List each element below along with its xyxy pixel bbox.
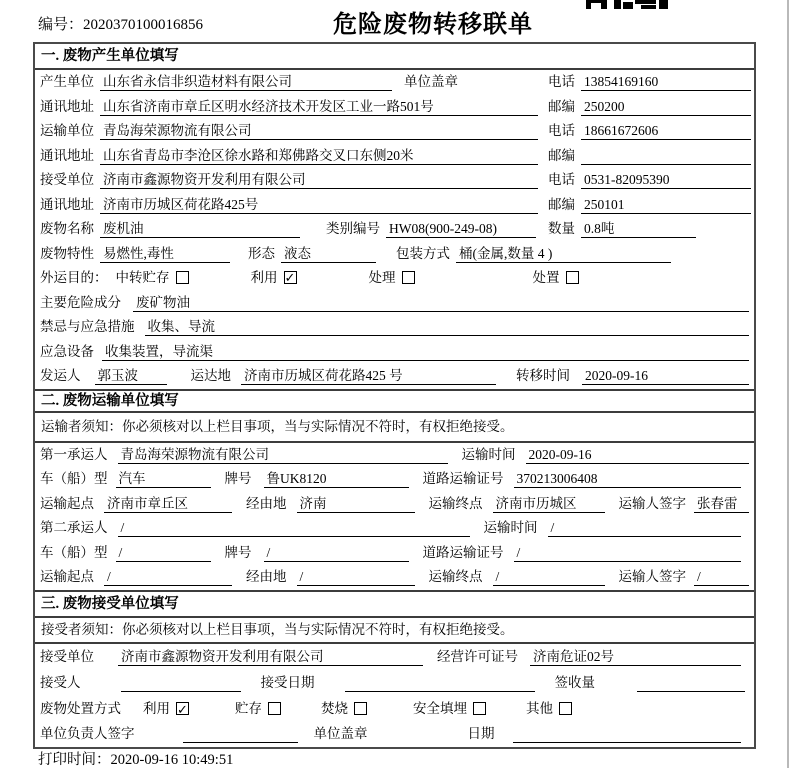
phone1-value: 13854169160 (581, 73, 751, 91)
category-label: 类别编号 (326, 221, 380, 236)
waste-name-label: 废物名称 (40, 221, 94, 236)
vtype2-value: / (116, 544, 211, 562)
time1-value: 2020-09-16 (526, 446, 750, 464)
sign1-value: 张春雷 (694, 495, 749, 513)
page-title: 危险废物转移联单 (333, 12, 533, 38)
producer-value: 山东省永信非织造材料有限公司 (100, 73, 392, 91)
option-treatment (369, 269, 415, 286)
signed-qty-label: 签收量 (554, 674, 595, 690)
responsible-sign-value (183, 725, 298, 743)
row-waste-name (35, 217, 754, 242)
row-waste-trait (35, 242, 754, 267)
transfer-time-label: 转移时间 (516, 368, 570, 383)
hazard-label: 主要危险成分 (40, 294, 121, 310)
addr1-label: 通讯地址 (40, 98, 94, 114)
option-d-reuse-label: 利用 (143, 700, 170, 716)
dest2-label: 运输终点 (428, 569, 483, 585)
time2-label: 运输时间 (483, 520, 538, 536)
addr3-label: 通讯地址 (40, 196, 94, 212)
accept-unit-label: 接受单位 (40, 649, 94, 665)
plate2-value: / (264, 544, 409, 562)
option-d-incinerate-label: 焚烧 (321, 700, 348, 716)
zip2-label: 邮编 (548, 147, 575, 163)
checkbox-treatment (402, 271, 415, 284)
print-time (38, 748, 233, 769)
plate1-value: 鲁UK8120 (264, 470, 409, 488)
sign2-label: 运输人签字 (618, 569, 686, 585)
zip3-value: 250101 (581, 196, 751, 214)
sign-date-label: 日期 (467, 726, 495, 742)
acceptor-value (121, 674, 241, 692)
destination-value: 济南市历城区荷花路425 号 (241, 367, 496, 385)
carrier1-label: 第一承运人 (40, 446, 108, 462)
section1-title: 一. 废物产生单位填写 (35, 44, 754, 70)
row-receive-unit-s3 (35, 644, 754, 670)
equipment-value: 收集装置，导流渠 (102, 343, 749, 361)
option-d-other-label: 其他 (526, 700, 553, 716)
transfer-time-value: 2020-09-16 (582, 367, 749, 385)
row-taboo-measures (35, 315, 754, 340)
row-route1 (35, 492, 754, 517)
option-treatment-label: 处理 (368, 270, 396, 285)
option-d-landfill-label: 安全填埋 (413, 700, 467, 716)
dest1-label: 运输终点 (428, 495, 483, 511)
checkbox-reuse (284, 271, 297, 284)
phone2-value: 18661672606 (581, 122, 751, 140)
section3-title: 三. 废物接受单位填写 (35, 590, 754, 618)
disposal-method-label: 废物处置方式 (40, 700, 121, 716)
serial-value: 2020370100016856 (83, 17, 204, 33)
zip2-value (581, 147, 751, 165)
option-d-storage (235, 700, 281, 717)
receiver-notice-label: 接受者须知： (41, 622, 122, 638)
carrier1-value: 青岛海荣源物流有限公司 (118, 446, 448, 464)
responsible-sign-label: 单位负责人签字 (40, 726, 135, 742)
phone3-label: 电话 (548, 172, 575, 187)
dest2-value: / (493, 568, 605, 586)
carrier-label: 运输单位 (40, 123, 94, 138)
row-responsible-sign (35, 721, 754, 747)
origin1-value: 济南市章丘区 (104, 495, 232, 513)
accept-date-label: 接受日期 (260, 674, 315, 690)
option-d-storage-label: 贮存 (235, 700, 262, 716)
option-disposal-label: 处置 (532, 270, 560, 285)
section2-title: 二. 废物运输单位填写 (35, 389, 754, 413)
serial-label: 编号： (38, 17, 84, 33)
row-producer (35, 70, 754, 95)
permit2-value: / (514, 544, 742, 562)
carrier2-label: 第二承运人 (40, 520, 108, 536)
option-d-reuse (143, 700, 189, 717)
page-edge-line (787, 0, 789, 768)
producer-label: 产生单位 (40, 74, 94, 89)
receiver-notice-text: 你必须核对以上栏目事项，当与实际情况不符时，有权拒绝接受。 (122, 622, 514, 638)
sign-date-value (513, 725, 742, 743)
phone1-label: 电话 (548, 74, 575, 89)
hazard-value: 废矿物油 (133, 294, 749, 312)
row-receive-unit (35, 168, 754, 193)
option-disposal (533, 269, 579, 286)
sign1-label: 运输人签字 (618, 495, 686, 511)
time1-label: 运输时间 (461, 446, 516, 462)
option-transfer-storage (116, 269, 189, 286)
quantity-value: 0.8吨 (581, 220, 696, 238)
form-value: 液态 (281, 245, 376, 263)
permit1-label: 道路运输证号 (422, 471, 504, 487)
print-time-label: 打印时间： (38, 752, 111, 768)
zip1-value: 250200 (581, 98, 751, 116)
purpose-label: 外运目的： (40, 270, 108, 285)
accept-date-value (345, 674, 535, 692)
acceptor-label: 接受人 (40, 674, 81, 690)
zip1-label: 邮编 (548, 98, 575, 114)
trait-value: 易燃性,毒性 (100, 245, 230, 263)
row-transport-purpose (35, 266, 754, 291)
row-vehicle1 (35, 467, 754, 492)
via2-label: 经由地 (246, 569, 287, 585)
addr3-value: 济南市历城区荷花路425号 (100, 196, 538, 214)
destination-label: 运达地 (190, 368, 231, 383)
time2-value: / (548, 519, 742, 537)
phone3-value: 0531-82095390 (581, 171, 751, 189)
origin1-label: 运输起点 (40, 495, 94, 511)
row-emergency-equipment (35, 340, 754, 365)
receiver-label: 接受单位 (40, 172, 94, 187)
checkbox-disposal (566, 271, 579, 284)
consignor-label: 发运人 (40, 368, 81, 383)
checkbox-transfer-storage (176, 271, 189, 284)
row-acceptor (35, 670, 754, 696)
option-d-landfill (413, 700, 486, 717)
quantity-label: 数量 (548, 221, 575, 236)
row-disposal-method (35, 696, 754, 722)
waste-name-value: 废机油 (100, 220, 300, 238)
option-reuse-label: 利用 (250, 270, 278, 285)
row-vehicle2 (35, 541, 754, 566)
via2-value: / (297, 568, 415, 586)
packing-value: 桶(金属,数量 4 ) (456, 245, 671, 263)
vtype1-label: 车（船）型 (40, 471, 108, 487)
via1-label: 经由地 (246, 495, 287, 511)
row-transport-unit (35, 119, 754, 144)
option-d-incinerate (321, 700, 367, 717)
row-transporter-notice (35, 413, 754, 443)
vtype1-value: 汽车 (116, 470, 211, 488)
option-transfer-storage-label: 中转贮存 (115, 270, 170, 285)
equipment-label: 应急设备 (40, 343, 94, 359)
checkbox-d-incinerate (354, 702, 367, 715)
row-receive-address (35, 193, 754, 218)
category-value: HW08(900-249-08) (386, 220, 536, 238)
transporter-notice-label: 运输者须知： (41, 418, 122, 434)
checkbox-d-storage (268, 702, 281, 715)
print-time-value: 2020-09-16 10:49:51 (110, 752, 234, 768)
row-consignor (35, 364, 754, 389)
phone2-label: 电话 (548, 123, 575, 138)
receiver-value: 济南市鑫源物资开发利用有限公司 (100, 171, 538, 189)
row-second-carrier (35, 516, 754, 541)
qr-code-icon (586, 0, 668, 9)
taboo-label: 禁忌与应急措施 (40, 319, 135, 334)
plate2-label: 牌号 (224, 544, 252, 560)
unit-seal-label: 单位盖章 (404, 74, 458, 89)
sign2-value: / (694, 568, 749, 586)
carrier2-value: / (118, 519, 470, 537)
carrier-value: 青岛海荣源物流有限公司 (100, 122, 538, 140)
addr2-label: 通讯地址 (40, 147, 94, 163)
vtype2-label: 车（船）型 (40, 544, 108, 560)
checkbox-d-other (559, 702, 572, 715)
unit-seal-label-s3: 单位盖章 (313, 726, 368, 742)
plate1-label: 牌号 (224, 471, 252, 487)
permit1-value: 370213006408 (514, 470, 742, 488)
origin2-label: 运输起点 (40, 569, 94, 585)
serial-number (38, 13, 203, 34)
zip3-label: 邮编 (548, 196, 575, 212)
form-label: 形态 (248, 245, 275, 261)
accept-unit-value: 济南市鑫源物资开发利用有限公司 (118, 648, 423, 666)
license-value: 济南危证02号 (530, 648, 741, 666)
row-first-carrier (35, 443, 754, 468)
permit2-label: 道路运输证号 (422, 544, 504, 560)
checkbox-d-reuse (176, 702, 189, 715)
trait-label: 废物特性 (40, 245, 94, 261)
row-route2 (35, 565, 754, 590)
via1-value: 济南 (297, 495, 415, 513)
transfer-form (33, 42, 756, 749)
row-producer-address (35, 95, 754, 120)
addr2-value: 山东省青岛市李沧区徐水路和郑佛路交叉口东侧20米 (100, 147, 538, 165)
license-label: 经营许可证号 (437, 649, 518, 665)
dest1-value: 济南市历城区 (493, 495, 605, 513)
taboo-value: 收集、导流 (145, 318, 750, 336)
row-receiver-notice (35, 618, 754, 644)
option-d-other (526, 700, 572, 717)
transporter-notice-text: 你必须核对以上栏目事项，当与实际情况不符时，有权拒绝接受。 (122, 418, 514, 434)
addr1-value: 山东省济南市章丘区明水经济技术开发区工业一路501号 (100, 98, 538, 116)
option-reuse (251, 269, 297, 286)
checkbox-d-landfill (473, 702, 486, 715)
consignor-value: 郭玉波 (95, 367, 167, 385)
signed-qty-value (637, 674, 745, 692)
row-hazard-component (35, 291, 754, 316)
row-transport-address (35, 144, 754, 169)
packing-label: 包装方式 (396, 245, 450, 261)
origin2-value: / (104, 568, 232, 586)
